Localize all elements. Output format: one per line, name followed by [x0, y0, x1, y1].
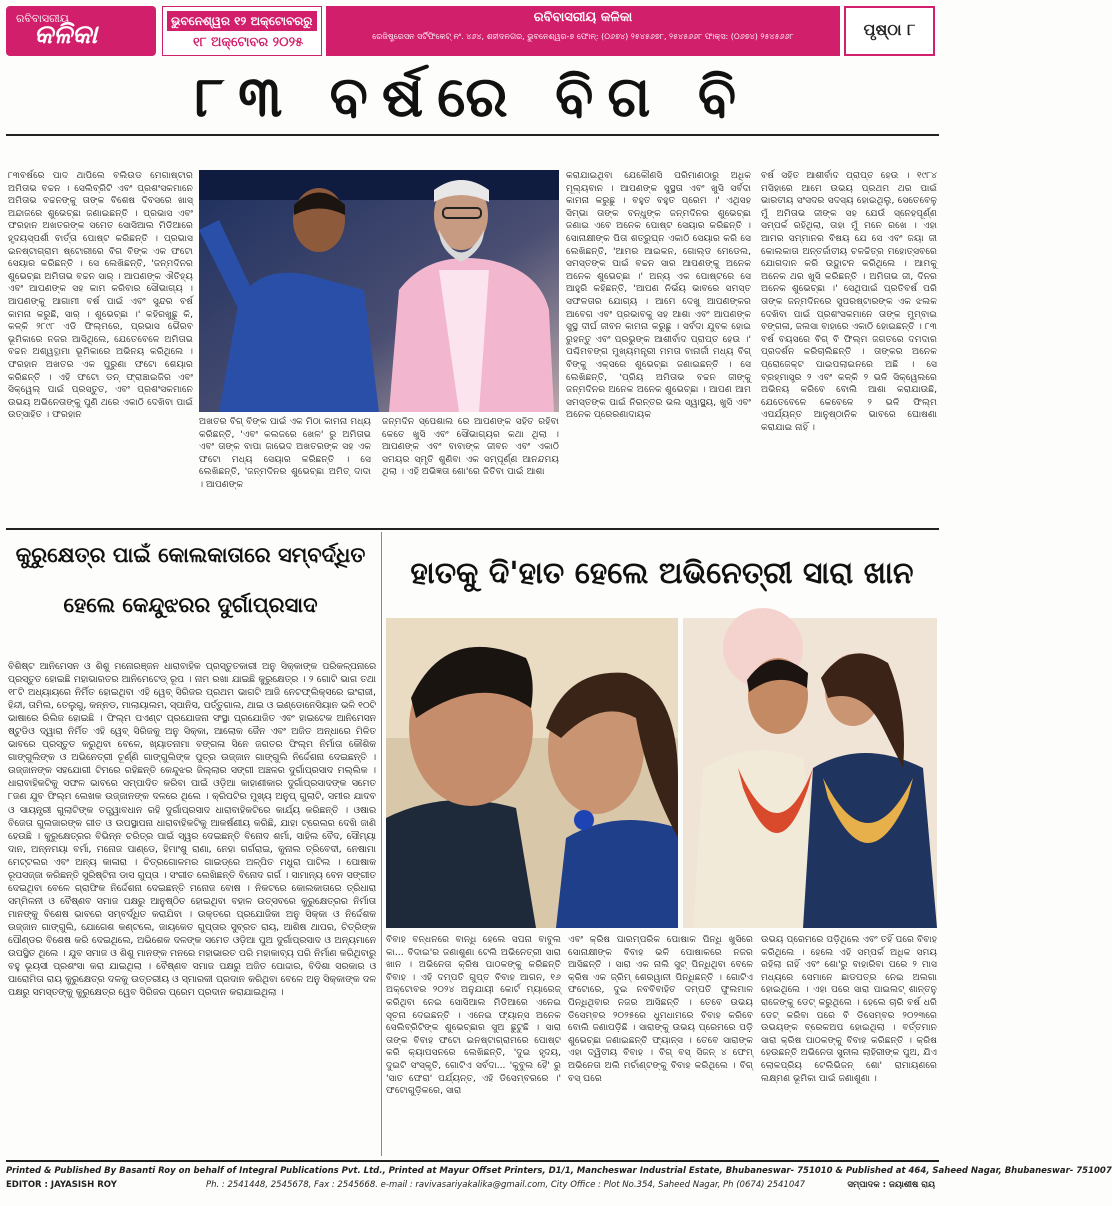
date-line-1: ଭୁବନେଶ୍ୱର ୧୨ ଅକ୍ଟୋବରରୁ: [167, 11, 317, 31]
story1-column-1: ୮୩ବର୍ଷରେ ପାଦ ଥାପିଲେ ବଲିଉଡ ମେଗାଷ୍ଟାର ଅମିତାଭ ବଚ୍ଚନ । ସେଲିବ୍ରିଟି ଏବଂ ପ୍ରଶଂସକମାନେ ଅମିତାଭ ବଚ୍ଚନଙ୍କୁ ତାଙ୍କ ବିଶେଷ ଦିବସରେ ଖାସ୍ ଅନ୍ଦାଜରେ ଶୁଭେଚ୍ଛା ଜଣାଇଛନ୍ତି । ପ୍ରଭାସ ଏବଂ ଫରହାନ ଅଖତରଙ୍କ ସମେତ ସୋସିଆଲ ମିଡିଆରେ ହୃଦୟସ୍ପର୍ଶୀ ବାର୍ତ୍ତା ପୋଷ୍ଟ କରିଛନ୍ତି । ପ୍ରଭାସ ଇନଷ୍ଟାଗ୍ରାମ ଷ୍ଟୋରୀରେ ବିଗ ବିଙ୍କ ଏକ ଫଟୋ ସେୟାର କରିଛନ୍ତି । ସେ ଲେଖିଛନ୍ତି, 'ଜନ୍ମଦିନର ଶୁଭେଚ୍ଛା ଅମିତାଭ ବଚ୍ଚନ ସାର୍ । ଆପଣଙ୍କ ଐତିହ୍ୟ ଏବଂ ଆପଣଙ୍କ ସହ କାମ କରିବାର ସୌଭାଗ୍ୟ । ଆପଣଙ୍କୁ ଆଗାମୀ ବର୍ଷ ପାଇଁ ଏବଂ ସୁନ୍ଦର ବର୍ଷ କାମନା କରୁଛି, ସାର୍ । ଶୁଭେଚ୍ଛା ।' କହିରଖୁଛୁ କି, କଳ୍କି ୨୮୯୮ ଏଡି ଫିଲ୍ମରେ, ପ୍ରଭାସ ଭୈରବ ଭୂମିକାରେ ନଜର ଆସିଥିଲେ, ଯେତେବେଳେ ଅମିତାଭ ବଚ୍ଚନ ଅଶ୍ୱତ୍ଥାମା ଭୂମିକାରେ ଅଭିନୟ କରିଥିଲେ । ଫରହାନ ଅଖତର ଏକ ପୁରୁଣା ଫଟୋ ଶେୟାର କରିଛନ୍ତି । ଏହି ଫଟୋ ଡନ୍ ଫ୍ରାଞ୍ଚାଇଜିର ଏବଂ ସିକ୍ୱେଲ୍ ପାଇଁ ପ୍ରସ୍ତୁତ, ଏବଂ ପ୍ରଶଂସକମାନେ ଉଭୟ ଅଭିନେତାଙ୍କୁ ପୁଣି ଥରେ ଏକାଠି ଦେଖିବା ପାଇଁ ଉତ୍ସାହିତ । ଫରହାନ: [8, 170, 193, 421]
amitabh-shatrughan-photo[interactable]: [199, 170, 559, 412]
newspaper-logo[interactable]: [6, 6, 156, 56]
story2-headline-line-1[interactable]: କୁରୁକ୍ଷେତ୍ର ପାଇଁ କୋଲକାତାରେ ସମ୍ବର୍ଦ୍ଧିତ: [15, 543, 366, 567]
editor-credit-odia: ସମ୍ପାଦକ : ଜୟାଶୀଷ ରାୟ: [847, 1180, 935, 1190]
date-line-2: ୧୮ ଅକ୍ଟୋବର ୨୦୨୫: [193, 35, 304, 50]
story3-headline[interactable]: ହାତକୁ ଦି'ହାତ ହେଲେ ଅଭିନେତ୍ରୀ ସାରା ଖାନ: [410, 556, 914, 591]
story1-column-2: ଅଖତର ବିଗ୍ ବିଙ୍କ ପାଇଁ ଏକ ମିଠା କାମନା ମଧ୍ୟ କରିଛନ୍ତି, 'ଏବଂ କଲଜରେ ଖେଳ' ରୁ ଅମିତାଭ ଏବଂ ତାଙ୍କ ବାପା ଜାଭେଦ ଅଖତରଙ୍କ ସହ ଏକ ଫଟୋ ମଧ୍ୟ ସେୟାର କରିଛନ୍ତି । ସେ ଲେଖିଛନ୍ତି, 'ଜନ୍ମଦିନର ଶୁଭେଚ୍ଛା ଅମିତ୍ ଦାଦା । ଆପଣଙ୍କ: [199, 416, 371, 490]
story2-headline-line-2[interactable]: ହେଲେ କେନ୍ଦୁଝରର ଦୁର୍ଗାପ୍ରସାଦ: [63, 593, 318, 617]
imprint-footer: [6, 1160, 1112, 1202]
publication-address: ରେଜିଷ୍ଟ୍ରେସନ ସର୍ଟିଫିକେଟ୍ ନଂ. ୪୬୪, ଶହୀଦନଗର, ଭୁବନେଶ୍ୱର-୭ ଫୋନ୍: (୦୬୭୪) ୨୫୪୫୬୭୮, ୨୫୪୫୬୬୮ ଫାକ୍ସ: (୦୬୭୪) ୨୫୪୫୬୬୮: [372, 32, 794, 41]
section-divider: [6, 528, 939, 530]
logo-main-text: କଳିକା: [34, 20, 98, 50]
sara-krish-photo-1[interactable]: [386, 618, 678, 928]
photo-illustration: [199, 170, 559, 412]
headline-divider: [6, 134, 939, 136]
editor-credit: EDITOR : JAYASISH ROY: [6, 1180, 117, 1190]
column-divider: [381, 532, 382, 1156]
story3-column-2: ଏବଂ କ୍ରିଷ ପାରମ୍ପରିକ ପୋଷାକ ପିନ୍ଧି ଖୁସିରେ ସୋନାକ୍ଷୀଙ୍କ ବିବାହ ଭଳି ପୋଷାକରେ ନଜର ଆସିଛନ୍ତି । ସାରା ଏକ ନାଲି ସୁଟ୍ ପିନ୍ଧିଥିବା ବେଳେ କ୍ରିଷ ଏକ ଜ୍ରିମ୍ ଶେରୱାନୀ ପିନ୍ଧିଛନ୍ତି । ଗୋଟିଏ ଫଟୋରେ, ଦୁଇ ନବବିବାହିତ ଦମ୍ପତି ଫୁଲମାଳ ପିନ୍ଧିଥିବାର ନଜର ଆସିଛନ୍ତି । ତେବେ ଉଭୟ ଡିସେମ୍ବର ୨୦୨୫ରେ ଧୁମଧାମରେ ବିବାହ କରିବେ ବୋଲି ଜଣାପଡ଼ିଛି । ସାରାଙ୍କୁ ଉଭୟ ପ୍ରେମରେ ପଡ଼ି ଶୁଭେଚ୍ଛା ଜଣାଇଛନ୍ତି ଫ୍ୟାନ୍ସ । ତେବେ ସାରାଙ୍କ ଏହା ଦ୍ୱିତୀୟ ବିବାହ । ବିଗ୍ ବସ୍ ସିଜନ୍ ୪ ଫେମ୍ ଅଭିନେତା ଅଲି ମର୍ଚାଣ୍ଟଙ୍କୁ ବିବାହ କରିଥିଲେ । ବିଗ୍ ବସ୍ ଘରେ: [568, 934, 753, 1084]
story1-column-4: କରାଯାଇଥିବା ଯେକୌଣସି ପରିମାଣଠାରୁ ଅଧିକ ମୂଲ୍ୟବାନ । ଆପଣଙ୍କ ସୁସ୍ଥତା ଏବଂ ଖୁସି ସର୍ବଦା କାମନା କରୁଛୁ । ବହୁତ ବହୁତ ପ୍ରେମ ।' ଏଥିସହ ସିମ୍ଭା ତାଙ୍କ ବନ୍ଧୁଙ୍କ ଜନ୍ମଦିନର ଶୁଭେଚ୍ଛା ଜଣାଇ ଏବେ ଅନେକ ପୋଷ୍ଟ ସେୟାର କରିଛନ୍ତି । ସୋନାକ୍ଷୀଙ୍କ ପିତା ଶତ୍ରୁଘ୍ନ ଏକାଠି ସେୟାର କରି ସେ ଲେଖିଛନ୍ତି, 'ଆମର ଆଇକନ, ଗୋଲ୍ଡ ମେଡେଲ, ସମସ୍ତଙ୍କ ପାଇଁ ବଚ୍ଚନ ସାର ଆପଣଙ୍କୁ ଅନେକ ଅନେକ ଶୁଭେଚ୍ଛା ।' ଅନ୍ୟ ଏକ ପୋଷ୍ଟରେ ସେ ଆହୁରି କହିଛନ୍ତି, 'ଆପଣ ନିର୍ଭୟ ଭାବରେ ସମସ୍ତ ସଫଳତାର ଯୋଗ୍ୟ । ଆମେ ଦେଖୁ ଆପଣଙ୍କର ଆବେଗ ଏବଂ ପ୍ରଭାବକୁ ସହ ଆଶା ଏବଂ ଆପଣଙ୍କ ସୁସ୍ଥ ଦୀର୍ଘ ଜୀବନ କାମନା କରୁଛୁ । ସର୍ବଦା ଯୁବକ ହୋଇ ରୁହନ୍ତୁ ଏବଂ ପ୍ରଭୁଙ୍କ ଆଶୀର୍ବାଦ ପ୍ରାପ୍ତ ହେଉ ।' ପଶ୍ଚିମବଙ୍ଗ ମୁଖ୍ୟମନ୍ତ୍ରୀ ମମତା ବାନାର୍ଜୀ ମଧ୍ୟ ବିଗ୍ ବିଙ୍କୁ ଏକ୍ସରେ ଶୁଭେଚ୍ଛା ଜଣାଇଛନ୍ତି । ସେ ଲେଖିଛନ୍ତି, 'ପ୍ରିୟ ଅମିତାଭ ବଚ୍ଚନ ଜୀଙ୍କୁ ଜନ୍ମଦିନର ଅନେକ ଅନେକ ଶୁଭେଚ୍ଛା । ଆପଣ ଆମ ସମସ୍ତଙ୍କ ପାଇଁ ନିରନ୍ତର ଭଲ ସ୍ୱାସ୍ଥ୍ୟ, ଖୁସି ଏବଂ ଅନେକ ପ୍ରେରଣାଦାୟକ: [566, 170, 751, 421]
logo-top-text: ରବିବାସରୀୟ: [16, 12, 69, 25]
story3-column-3: ଉଭୟ ପ୍ରେମରେ ପଡ଼ିଥିଲେ ଏବଂ ତହିଁ ପରେ ବିବାହ କରିଥିଲେ । ହେଲେ ଏହି ସମ୍ପର୍କ ଅଧିକ ସମୟ ରହିଲା ନାହିଁ ଏବଂ ଶୋ'ରୁ ବାହାରିବା ପରେ ୨ ମାସ ମଧ୍ୟରେ ସେମାନେ ଛାଡପତ୍ର ନେଇ ଅଲଗା ହୋଇଥିଲେ । ଏହା ପରେ ସାରା ପାଇଲଟ୍ ଶାନ୍ତନୁ ରାଜେଙ୍କୁ ଡେଟ୍ କରୁଥିଲେ । ହେଲେ ଚାରି ବର୍ଷ ଧରି ଡେଟ୍ କରିବା ପରେ ବି ଡିସେମ୍ବର ୨୦୨୩ରେ ଉଭୟଙ୍କ ବ୍ରେକଅପ ହୋଇଥିଲା । ବର୍ତ୍ତମାନ ସାରା କ୍ରିଷ ପାଠକଙ୍କୁ ବିବାହ କରିଛନ୍ତି । କ୍ରିଷ ହେଉଛନ୍ତି ଅଭିନେତା ସୁନୀଲ ଲାହିରୀଙ୍କ ପୁଅ, ଯିଏ ଲୋକପ୍ରିୟ ଟେଲିଭିଜନ୍ ଶୋ' ରାମାୟଣରେ ଲକ୍ଷ୍ମଣ ଭୂମିକା ପାଇଁ ଜଣାଶୁଣା ।: [761, 934, 937, 1084]
photo-illustration: [683, 618, 937, 928]
sara-krish-photo-2[interactable]: [683, 618, 937, 928]
date-box: [162, 6, 322, 56]
story3-column-1: ବିବାହ ବନ୍ଧନରେ ବାନ୍ଧି ହେଲେ ସପନା ବାବୁଲ କା... ବିଦାଇ'ର ଜଣାଶୁଣା ଟେଲି ଅଭିନେତ୍ରୀ ସାରା ଖାନ । ଅଭିନେତା କ୍ରିଷ ପାଠକଙ୍କୁ କରିଛନ୍ତି ବିବାହ । ଏହି ଦମ୍ପତି ଗୁପ୍ତ ବିବାହ ଆଗନ, ୧୬ ଅକ୍ଟୋବର ୨୦୨୪ ଅନୁଯାୟୀ କୋର୍ଟ ମ୍ୟାରେଜ୍ କରିଥିବା ନେଇ ସୋସିଆଲ ମିଡିଆରେ ଏନେଇ ସୂଚନା ଦେଇଛନ୍ତି । ଏନେଇ ଫ୍ୟାନ୍ସ ଅନେକ ସେଲିବ୍ରିଟିଙ୍କ ଶୁଭେଚ୍ଛାର ସୁଅ ଛୁଟୁଛି । ସାରା ତାଙ୍କ ବିବାହ ଫଟୋ ଇନଷ୍ଟାଗ୍ରାମରେ ପୋଷ୍ଟ କରି କ୍ୟାପସନରେ ଲେଖିଛନ୍ତି, 'ଦୁଇ ହୃଦୟ, ଦୁଇଟି ସଂସ୍କୃତି, ଗୋଟିଏ ସର୍ବଦା... 'କୁବୁଲ ହୈ' ରୁ 'ସାତ ଫେରା' ପର୍ଯ୍ୟନ୍ତ, ଏହି ଡିସେମ୍ବରରେ ।' ଫଟୋଗୁଡ଼ିକରେ, ସାରା: [386, 934, 561, 1097]
contact-line: Ph. : 2541448, 2545678, Fax : 2545668. e-mail : ravivasariyakalika@gmail.com, City Office : Plot No.354, Saheed Nagar, Ph (0674) 2541047: [206, 1180, 806, 1190]
publication-box: [326, 6, 840, 56]
masthead: [6, 6, 935, 56]
story1-column-3: ଜନ୍ମଦିନ ସ୍ପେଶାଲ ରେ ଆପଣଙ୍କ ସହିତ ରହିବା କେତେ ଖୁସି ଏବଂ ସୌଭାଗ୍ୟର କଥା ଥିଲା । ଆପଣଙ୍କ ଏବଂ ବାବାଙ୍କ ଜୀବନ ଏବଂ ଏକାଠି ସମୟର ସ୍ମୃତି ଶୁଣିବା ଏକ ସମ୍ପୂର୍ଣ୍ଣ ଆନନ୍ଦମୟ ଥିଲା । ଏହି ଅଭିଜ୍ଞତା ଶୋ'ରେ ଜିତିବା ପାଇଁ ଆଶା: [382, 416, 559, 478]
story2-body: ବିଶିଷ୍ଟ ଆନିମେସନ ଓ ଶିଶୁ ମନୋରଞ୍ଜନ ଧାରାବାହିକ ପ୍ରସ୍ତୁତକାରୀ ଅନୁ ସିକ୍କାଙ୍କ ପରିକଳ୍ପନାରେ ପ୍ରସ୍ତୁତ ହୋଇଛି ମହାଭାରତର ଆନିମେଟେଡ୍ ରୂପ । ନାମ ରଖା ଯାଇଛି କୁରୁକ୍ଷେତ୍ର । ୨ ଗୋଟି ଭାଗ ତଥା ୧୮ଟି ଅଧ୍ୟାୟରେ ନିର୍ମିତ ହୋଇଥିବା ଏହି ୱେବ୍ ସିରିଜର ପ୍ରଥମ ଭାଗଟି ଆଜି ନେଟଫ୍ଲିକ୍ସରେ ଇଂରାଜୀ, ହିନ୍ଦୀ, ତାମିଲ, ତେଲୁଗୁ, କନ୍ନଡ, ମାଲାୟାଲମ, ସ୍ପାନିସ, ପର୍ତ୍ତୁଗାଲ, ଥାଇ ଓ ଇଣ୍ଡୋନେସିୟାନ ଭଳି ୧୦ଟି ଭାଷାରେ ରିଲିଜ ହୋଇଛି । ଫିଲ୍ମ ପଏଣ୍ଟ ପ୍ରଯୋଜନା ସଂସ୍ଥା ପ୍ରଯୋଜିତ ଏବଂ ହାଇଟେକ ଆନିମେସନ ଷ୍ଟୁଡିଓ ଦ୍ୱାରା ନିର୍ମିତ ଏହି ୱେବ୍ ସିରିଜକୁ ଅନୁ ସିକ୍କା, ଆଲୋକ ଜୈନ ଏବଂ ଅଜିତ ଅନ୍ଧାରେ ମିଳିତ ଭାବରେ ପ୍ରସ୍ତୁତ କରୁଥିବା ବେଳେ, ଖ୍ୟାତନାମା ବଙ୍ଗଳା ସିନେ ଜଗତର ଫିଲ୍ମ ନିର୍ମାତା କୌଶିକ ଗାଙ୍ଗୁଲିଙ୍କ ଓ ଅଭିନେତ୍ରୀ ଚୂର୍ଣ୍ଣି ଗାଙ୍ଗୁଲିଙ୍କ ପୁତ୍ର ଉଜ୍ଜାନ ଗାଙ୍ଗୁଲି ନିର୍ଦ୍ଦେଶନା ଦେଇଛନ୍ତି । ଉଜ୍ଜାନଙ୍କ ସହଯୋଗୀ ଟିମରେ ରହିଛନ୍ତି କେନ୍ଦୁଝର ଜିଲ୍ଲାର ସଙ୍ଗୀ ଅଞ୍ଚଳର ଦୁର୍ଗାପ୍ରସାଦ ମଲ୍ଲିକ । ଧାରାବାହିକଟିକୁ ସଫଳ ଭାବରେ ସମ୍ପାଦିତ କରିବା ପାଇଁ ଓଡ଼ିଆ କାହାଣୀକାର ଦୁର୍ଗାପ୍ରସାଦଙ୍କ ସମେତ ୮ଜଣ ଯୁବ ଫିଲ୍ମ ଲେଖକ ଉଜ୍ଜାନଙ୍କ ଦଳରେ ଥିଲେ । କ୍ରିପଟିର ମୁଖ୍ୟ ଅନୁପ୍ ଗୁଲାଟି, ସମୀର ଯାଦବ ଓ ସାୟନ୍ତ୍ରୀ ଗୁଲାଟିଙ୍କ ତତ୍ତ୍ୱାବଧାନ ରହି ଦୁର୍ଗାପ୍ରସାଦ ଧାରାବାହିକଟିରେ କାର୍ଯ୍ୟ କରିଛନ୍ତି । ଓଷାର ବିଜେତା ଗୁଲଜାରଙ୍କ ଗୀତ ଓ ଉପସ୍ଥାପନା ଧାରାବାହିକଟିକୁ ଆକର୍ଷଣୀୟ କରିଛି, ଯାହା ଟ୍ରେଲର ଦେଖି ଜାଣି ହେଉଛି । କୁରୁକ୍ଷେତ୍ରର ବିଭିନ୍ନ ଚରିତ୍ର ପାଇଁ ସ୍ୱର ଦେଇଛନ୍ତି ବିନୋଦ ଶର୍ମା, ସାହିଲ ବୈଦ, ସୌମ୍ୟା ଦାନ, ଅନ୍ନମୟା ବର୍ମା, ମନୋଜ ପାଣ୍ଡେ, ହିମାଂଶୁ ରାଣା, ନେହା ଗର୍ଗରାଇ, କୁନାଲ ତ୍ରିବେଦୀ, ନେଷାମା ମେଟ୍ଟଲର ଏବଂ ଅନ୍ୟ କାଳାରା । ଚିତ୍ରଗୋଳମର ଗାଇଡ୍‌ରେ ଅଳ୍ପିତ ମଧୁରା ପାଟିଲ । ପୋଷାକ ରୂପସଜ୍ଜା କରିଛନ୍ତି ସୁରିଷ୍ଟିନା ଡାସ ଗୁପ୍ତା । ସଂଗୀତ ଲେଖିଛନ୍ତି ବିନୋଦ ଗର୍ଗ । ସାମାନ୍ୟ ବେନ ସଙ୍ଗୀତ ଦେଇଥିବା ବେଳେ ଗ୍ରାଫିକ ନିର୍ଦ୍ଦେଶନା ଦେଇଛନ୍ତି ମନୋଜ ବୋଷ । ନିକଟରେ କୋଲକାତାରେ ତ୍ରିଧାରା ସମ୍ମିଳନୀ ଓ ବୈଷ୍ଣବ ସମାଜ ପକ୍ଷରୁ ଆନୁଷ୍ଠିତ ହୋଇଥିବା ବହାଳ ଉତ୍ସବରେ କୁରୁକ୍ଷେତ୍ରର ନିର୍ମାତା ମାନଙ୍କୁ ବିଶେଷ ଭାବରେ ସମ୍ବର୍ଦ୍ଧିତ କରାଯିବା । ଉକ୍ତରେ ପ୍ରଯୋଜିକା ଅନୁ ସିକ୍କା ଓ ନିର୍ଦ୍ଦେଶକ ଉଜ୍ଜାନ ଗାଙ୍ଗୁଲି, ଯୋଗେଶ କଣ୍ଟଲେ, ଜାୟକେତ ଗୁପ୍ତାର ସୁବ୍ରତ ରାୟ, ଆଶିଷ ଥାପର, ଚିତ୍ରିଙ୍କ ପୌଣ୍ଡର ବିଶେଷ କରି ଦେଇଥିଲେ, ଅଭିଶେକ ଦଳଙ୍କ ସମେତ ଓଡ଼ିଆ ପୁଅ ଦୁର୍ଗାପ୍ରସାଦ ଓ ଅନ୍ୟମାନେ ଉପସ୍ଥିତ ଥିଲେ । ଯୁବ ସମାଜ ଓ ଶିଶୁ ମାନଙ୍କ ମନରେ ମହାଭାରତ ପରି ମହାକାବ୍ୟ ପରି ନିର୍ମାଣ କରିଥିବାରୁ ବହୁ ଭୂୟସୀ ପ୍ରଶଂସା କରା ଯାଇଥିଲା । ବୈଷ୍ଣବ ସମାଜ ପକ୍ଷରୁ ଅଜିତ ପୋଦ୍ଦାର, ବିଦିଶା ସରକାର ଓ ପାରୋମିତା ରାୟ କୁରୁକ୍ଷେତ୍ର ଦଳକୁ ଉତ୍ତରୀୟ ଓ ସ୍ମାରକୀ ପ୍ରଦାନ କରିଥିବା ବେଳେ ଅନୁ ସିକ୍କାଙ୍କ ଦଳ ପକ୍ଷରୁ ସମସ୍ତଙ୍କୁ କୁରୁକ୍ଷେତ୍ର ୱେବ ସିରିଜର ପ୍ରେମ ପ୍ରଦାନ କରାଯାଇଥିଲା ।: [8, 661, 376, 999]
story1-column-5: ବର୍ଷ ସହିତ ଆଶୀର୍ବାଦ ପ୍ରାପ୍ତ ହେଉ । ୧୯୮୪ ମସିହାରେ ଆମେ ଉଭୟ ପ୍ରଥମ ଥର ପାଇଁ ଭାରତୀୟ ସଂସଦର ସଦସ୍ୟ ହୋଇଥିଲୁ, ସେତେବେଳୁ ମୁଁ ଅମିତାଭ ଜୀଙ୍କ ସହ ଯେଉଁ ସ୍ନେହପୂର୍ଣ୍ଣ ସମ୍ପର୍କ ରହିଥିଲା, ତାହା ମୁଁ ମନେ ରଖେ । ଏହା ଆମର ସମ୍ମାନର ବିଷୟ ଯେ ସେ ଏବଂ ଜୟା ଜୀ କୋଲକାତା ଅନ୍ତର୍ଜାତୀୟ ଚଳଚ୍ଚିତ୍ର ମହୋତ୍ସବରେ ଯୋଗଦାନ କରି ଉଦ୍ଘାଟନ କରିଥିଲେ । ଆମକୁ ଅନେକ ଥର ଖୁସି କରିଛନ୍ତି । ଅମିତାଭ ଜୀ, ଦିନର ଅନେକ ଶୁଭେଚ୍ଛା ।' ସେଥିପାଇଁ ପ୍ରତିବର୍ଷ ପରି ତାଙ୍କ ଜନ୍ମଦିନରେ ସୁପରଷ୍ଟାରଙ୍କ ଏକ ଝଲକ ଦେଖିବା ପାଇଁ ପ୍ରଶଂସକମାନେ ତାଙ୍କ ମୁମ୍ବାଇ ବଙ୍ଗଳା, ଜଲସା ବାହାରେ ଏକାଠି ହୋଇଛନ୍ତି । ୮୩ ବର୍ଷ ବୟସରେ ବିଗ୍ ବି ଫିଲ୍ମ ଜଗତରେ ଦମଦାର ପ୍ରଦର୍ଶନ କରିଚାଲିଛନ୍ତି । ତାଙ୍କର ଅନେକ ପ୍ରୋଜେକ୍ଟ ପାଇପଲାଇନରେ ଅଛି । ସେ ବ୍ରହ୍ମାସ୍ତ୍ର ୨ ଏବଂ କଳ୍କି ୨ ଭଳି ସିକ୍ୱେଲରେ ଅଭିନୟ କରିବେ ବୋଲି ଆଶା କରାଯାଉଛି, ଯେତେବେଳେ କେବେଳେ ୨ ଭଳି ଫିଲ୍ମ ଏପର୍ଯ୍ୟନ୍ତ ଆନୁଷ୍ଠାନିକ ଭାବରେ ଘୋଷଣା କରାଯାଇ ନାହିଁ ।: [761, 170, 937, 433]
page-number-box: [844, 6, 935, 56]
main-headline[interactable]: ୮୩ ବର୍ଷରେ ବିଗ ବି: [194, 64, 751, 130]
imprint-line: Printed & Published By Basanti Roy on behalf of Integral Publications Pvt. Ltd., Printed at Mayur Offset Printers, D1/1, Mancheswar Industrial Estate, Bhubaneswar- 751010 & Published at 464, Saheed Nagar, Bhubaneswar- 751007: [6, 1166, 1112, 1176]
page-number: ପୃଷ୍ଠା ୮: [863, 20, 916, 39]
publication-name: ରବିବାସରୀୟ କଳିକା: [533, 10, 633, 25]
photo-illustration: [386, 618, 678, 928]
